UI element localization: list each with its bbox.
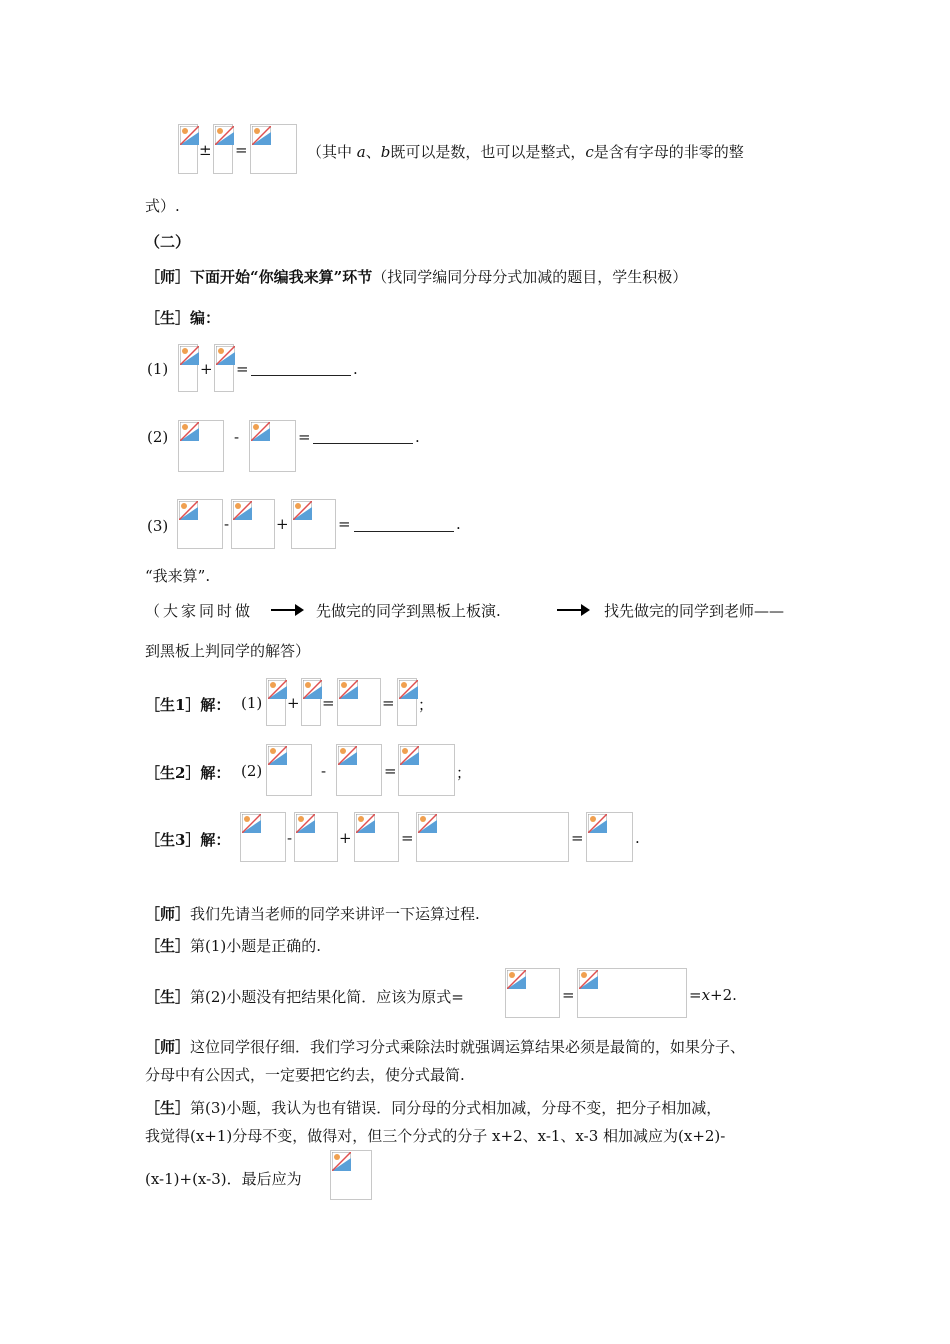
image-placeholder-icon [507,970,526,989]
equals-sign: = [235,141,248,159]
right-arrow-icon [557,609,587,611]
student-1-tag: ［生1］解： [145,696,231,714]
process-part-1: （大家同时做 [145,602,254,620]
image-placeholder-icon [356,814,375,833]
plus-minus-sign: ± [199,141,212,159]
image-placeholder-icon [303,680,322,699]
process-part-4: 到黑板上判同学的解答） [145,642,311,660]
semicolon: ； [418,696,434,714]
fraction-image [291,499,336,549]
image-placeholder-icon [216,346,235,365]
problem-1-number: (1) [147,360,169,378]
fraction-image [505,968,560,1018]
answer-blank [251,375,351,376]
plus-sign: + [287,694,300,712]
student-compose-line: ［生］编： [145,309,221,327]
image-placeholder-icon [179,501,198,520]
fraction-image [397,678,417,726]
fraction-image [240,812,286,862]
student-line-3a: ［生］第(3)小题，我认为也有错误．同分母的分式相加减，分母不变，把分子相加减， [145,1099,722,1117]
minus-sign: - [287,829,293,847]
fraction-image [249,420,296,472]
answer-blank [313,443,413,444]
equals-sign: = [562,986,575,1004]
image-placeholder-icon [180,126,199,145]
formula-note: （其中 a、b既可以是数，也可以是整式，c是含有字母的非零的整 [307,143,744,161]
equals-sign: = [571,829,584,847]
image-placeholder-icon [339,680,358,699]
process-part-2: 先做完的同学到黑板上板演. [316,602,501,620]
fraction-image [586,812,633,862]
image-placeholder-icon [579,970,598,989]
fraction-image [214,344,234,392]
fraction-image-result [250,124,297,174]
student-line-1: ［生］第(1)小题是正确的. [145,937,322,955]
fraction-image-a-over-c [178,124,198,174]
minus-sign: - [234,428,240,446]
image-placeholder-icon [233,501,252,520]
image-placeholder-icon [251,422,270,441]
image-placeholder-icon [252,126,271,145]
image-placeholder-icon [296,814,315,833]
image-placeholder-icon [588,814,607,833]
result-expression: =x+2. [689,986,737,1004]
minus-sign: - [321,762,327,780]
plus-sign: + [200,360,213,378]
fraction-image [330,1150,372,1200]
fraction-image [337,678,381,726]
fraction-image [336,744,382,796]
image-placeholder-icon [180,346,199,365]
wo-lai-suan: “我来算”. [145,567,211,585]
image-placeholder-icon [399,680,418,699]
teacher-line-1: ［师］下面开始“你编我来算”环节（找同学编同分母分式加减的题目，学生积极） [145,268,688,286]
student-line-2: ［生］第(2)小题没有把结果化简．应该为原式= [145,988,464,1006]
problem-2-number: (2) [147,428,169,446]
image-placeholder-icon [180,422,199,441]
fraction-image [178,420,224,472]
image-placeholder-icon [332,1152,351,1171]
period: . [353,360,358,378]
fraction-image [294,812,338,862]
fraction-image [416,812,569,862]
image-placeholder-icon [215,126,234,145]
formula-note-tail: 式）. [145,197,180,215]
image-placeholder-icon [268,680,287,699]
image-placeholder-icon [242,814,261,833]
section-heading: （二） [145,233,191,251]
period: . [456,515,461,533]
equals-sign: = [338,515,351,533]
fraction-image [177,499,223,549]
minus-sign: - [224,515,230,533]
fraction-image [577,968,687,1018]
student-line-3b: 我觉得(x+1)分母不变，做得对，但三个分式的分子 x+2、x-1、x-3 相加减应为(x+2)- [145,1127,726,1145]
teacher-line-2: ［师］我们先请当老师的同学来讲评一下运算过程. [145,905,480,923]
teacher-line-3a: ［师］这位同学很仔细．我们学习分式乘除法时就强调运算结果必须是最简的，如果分子、 [145,1038,746,1056]
equals-sign: = [384,762,397,780]
fraction-image [398,744,455,796]
solution-1-number: (1) [241,694,263,712]
student-2-tag: ［生2］解： [145,764,231,782]
teacher-line-3b: 分母中有公因式，一定要把它约去，使分式最简. [145,1066,465,1084]
image-placeholder-icon [338,746,357,765]
image-placeholder-icon [418,814,437,833]
problem-3-number: (3) [147,517,169,535]
fraction-image [266,678,286,726]
plus-sign: + [276,515,289,533]
fraction-image [231,499,275,549]
plus-sign: + [339,829,352,847]
equals-sign: = [322,694,335,712]
period: . [415,428,420,446]
solution-2-number: (2) [241,762,263,780]
process-part-3: 找先做完的同学到老师—— [604,602,785,620]
fraction-image [301,678,321,726]
student-line-3c: (x-1)+(x-3)．最后应为 [145,1170,302,1188]
fraction-image [266,744,312,796]
image-placeholder-icon [268,746,287,765]
fraction-image [354,812,399,862]
equals-sign: = [382,694,395,712]
student-3-tag: ［生3］解： [145,831,231,849]
equals-sign: = [236,360,249,378]
period: . [635,829,640,847]
fraction-image [178,344,198,392]
answer-blank [354,531,454,532]
semicolon: ； [456,764,472,782]
right-arrow-icon [271,609,301,611]
equals-sign: = [298,428,311,446]
fraction-image-b-over-c [213,124,233,174]
image-placeholder-icon [400,746,419,765]
image-placeholder-icon [293,501,312,520]
equals-sign: = [401,829,414,847]
